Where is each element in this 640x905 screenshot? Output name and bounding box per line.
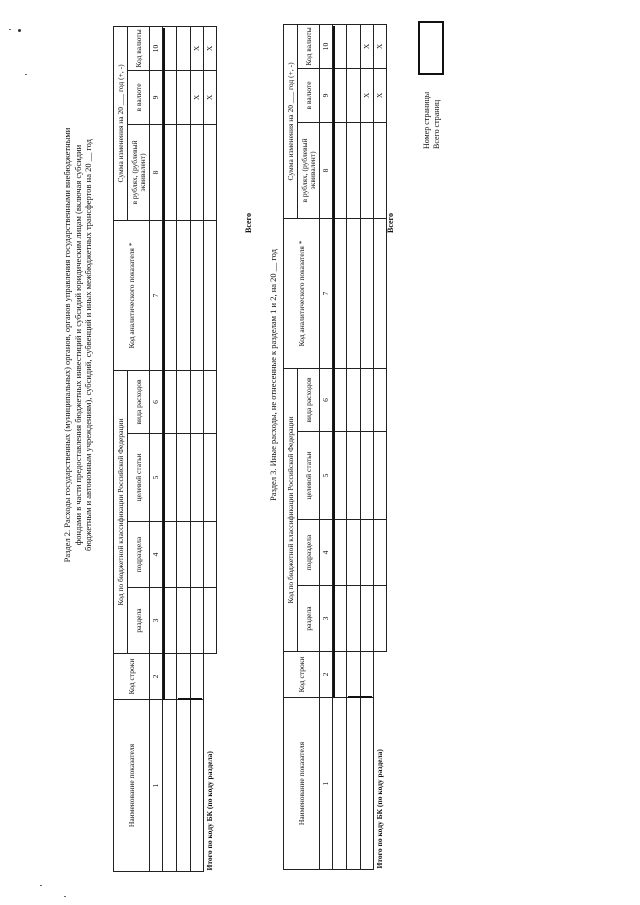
section3-title: Раздел 3. Иные расходы, не отнесенные к разделам 1 и 2, на 20 __ год bbox=[268, 249, 278, 501]
data-cell bbox=[204, 522, 217, 588]
col-header-razdela: раздела bbox=[128, 588, 150, 654]
data-cell bbox=[347, 432, 361, 520]
col-header-celevoy: целевой статьи bbox=[298, 432, 320, 520]
total-label: Всего bbox=[244, 213, 253, 233]
col-num: 2 bbox=[150, 654, 163, 700]
col-num: 10 bbox=[150, 26, 163, 70]
col-num: 7 bbox=[320, 218, 333, 368]
table-row bbox=[177, 26, 191, 871]
itogo-label: Итого по коду БК (по коду раздела) bbox=[205, 751, 215, 871]
data-cell bbox=[177, 70, 191, 124]
x-cell: X bbox=[204, 70, 217, 124]
data-cell bbox=[191, 522, 204, 588]
col-header-rub: в рублях, (рублевый эквивалент) bbox=[298, 122, 320, 218]
data-cell bbox=[191, 700, 204, 872]
col-header-razdela: раздела bbox=[298, 586, 320, 652]
data-cell bbox=[374, 218, 387, 368]
data-cell bbox=[204, 220, 217, 370]
col-num: 1 bbox=[150, 700, 163, 872]
data-cell bbox=[191, 124, 204, 220]
data-cell bbox=[204, 370, 217, 433]
page-number-label: Номер страницы bbox=[422, 91, 431, 149]
page-number-box bbox=[418, 21, 444, 75]
col-header-analytic-code: Код аналитического показателя * bbox=[114, 220, 150, 370]
data-cell bbox=[361, 218, 374, 368]
col-header-vida: вида расходов bbox=[298, 368, 320, 431]
x-cell: X bbox=[191, 70, 204, 124]
pages-total-label: Всего страниц bbox=[432, 99, 441, 149]
section2-title bbox=[62, 15, 94, 675]
x-cell: X bbox=[361, 68, 374, 122]
thick-rule bbox=[333, 26, 335, 698]
row-marker bbox=[178, 698, 202, 700]
data-cell bbox=[374, 586, 387, 652]
col-header-bk-code: Код по бюджетной классификации Российской Федерации bbox=[284, 368, 298, 651]
total-label: Всего bbox=[386, 213, 395, 233]
scan-speck bbox=[9, 29, 11, 30]
col-header-row-code: Код строки bbox=[114, 654, 150, 700]
col-header-rub: в рублях, (рублевый эквивалент) bbox=[128, 124, 150, 220]
data-cell bbox=[191, 434, 204, 522]
x-cell: X bbox=[204, 26, 217, 70]
data-cell bbox=[361, 520, 374, 586]
data-cell bbox=[361, 586, 374, 652]
data-cell bbox=[374, 368, 387, 431]
col-header-vida: вида расходов bbox=[128, 370, 150, 433]
data-cell bbox=[347, 652, 361, 698]
data-cell bbox=[177, 700, 191, 872]
col-num: 6 bbox=[150, 370, 163, 433]
data-cell bbox=[177, 124, 191, 220]
section2-table bbox=[113, 26, 217, 872]
col-num: 3 bbox=[150, 588, 163, 654]
section2-title-line: Раздел 2. Расходы государственных (муниципальных) органов, органов управления государственными внебюджетными bbox=[62, 127, 72, 563]
row-marker bbox=[348, 696, 372, 698]
scan-speck bbox=[25, 74, 27, 75]
data-cell bbox=[163, 700, 177, 872]
data-cell bbox=[347, 218, 361, 368]
col-num: 9 bbox=[150, 70, 163, 124]
col-num: 2 bbox=[320, 652, 333, 698]
col-header-row-code: Код строки bbox=[284, 652, 320, 698]
data-cell bbox=[347, 24, 361, 68]
col-num: 5 bbox=[150, 434, 163, 522]
x-cell: X bbox=[361, 24, 374, 68]
col-num: 8 bbox=[320, 122, 333, 218]
page-info bbox=[422, 92, 442, 149]
col-num: 6 bbox=[320, 368, 333, 431]
data-cell bbox=[204, 434, 217, 522]
col-num: 3 bbox=[320, 586, 333, 652]
data-cell bbox=[347, 586, 361, 652]
col-header-bk-code: Код по бюджетной классификации Российской Федерации bbox=[114, 370, 128, 653]
col-num: 1 bbox=[320, 698, 333, 870]
section3-table bbox=[283, 24, 387, 870]
col-header-name: Наименование показателя bbox=[284, 698, 320, 870]
table-row bbox=[347, 24, 361, 869]
data-cell bbox=[177, 370, 191, 433]
col-header-name: Наименование показателя bbox=[114, 700, 150, 872]
data-cell bbox=[177, 26, 191, 70]
col-header-change-sum: Сумма изменения на 20 ___ год (+, -) bbox=[284, 24, 298, 218]
col-header-val: в валюте bbox=[298, 68, 320, 122]
data-cell bbox=[191, 588, 204, 654]
data-cell bbox=[177, 588, 191, 654]
x-cell: X bbox=[191, 26, 204, 70]
col-num: 8 bbox=[150, 124, 163, 220]
scan-speck bbox=[18, 29, 21, 32]
data-cell bbox=[347, 520, 361, 586]
data-cell bbox=[361, 122, 374, 218]
data-cell bbox=[177, 220, 191, 370]
table-row bbox=[191, 26, 204, 871]
col-header-podrazdela: подраздела bbox=[128, 522, 150, 588]
col-num: 5 bbox=[320, 432, 333, 520]
col-header-val: в валюте bbox=[128, 70, 150, 124]
col-header-celevoy: целевой статьи bbox=[128, 434, 150, 522]
data-cell bbox=[191, 220, 204, 370]
scan-speck bbox=[64, 896, 66, 897]
data-cell bbox=[177, 654, 191, 700]
scan-speck bbox=[40, 885, 42, 886]
data-cell bbox=[177, 434, 191, 522]
col-num: 10 bbox=[320, 24, 333, 68]
data-cell bbox=[347, 122, 361, 218]
data-cell bbox=[191, 654, 204, 700]
x-cell: X bbox=[374, 68, 387, 122]
data-cell bbox=[204, 588, 217, 654]
data-cell bbox=[361, 652, 374, 698]
data-cell bbox=[204, 124, 217, 220]
data-cell bbox=[374, 520, 387, 586]
col-header-analytic-code: Код аналитического показателя * bbox=[284, 218, 320, 368]
section2-title-line: бюджетным и автономным учреждениям), субсидий, субвенций и иных межбюджетных трансфертов на 20 __ год bbox=[83, 139, 94, 551]
col-header-change-sum: Сумма изменения на 20 ___ год (+, -) bbox=[114, 26, 128, 220]
data-cell bbox=[191, 370, 204, 433]
col-num: 4 bbox=[320, 520, 333, 586]
itogo-row bbox=[374, 24, 387, 869]
data-cell bbox=[361, 698, 374, 870]
col-header-val-code: Код валюты bbox=[298, 24, 320, 68]
col-num: 7 bbox=[150, 220, 163, 370]
data-cell bbox=[347, 68, 361, 122]
section2-title-line: фондами в части предоставления бюджетных инвестиций и субсидий юридическим лицам (включая субсидии bbox=[72, 144, 83, 546]
col-header-val-code: Код валюты bbox=[128, 26, 150, 70]
x-cell: X bbox=[374, 24, 387, 68]
col-header-podrazdela: подраздела bbox=[298, 520, 320, 586]
data-cell bbox=[177, 522, 191, 588]
table-row bbox=[361, 24, 374, 869]
col-num: 9 bbox=[320, 68, 333, 122]
col-num: 4 bbox=[150, 522, 163, 588]
data-cell bbox=[347, 698, 361, 870]
data-cell bbox=[361, 368, 374, 431]
data-cell bbox=[347, 368, 361, 431]
itogo-row bbox=[204, 26, 217, 871]
data-cell bbox=[374, 122, 387, 218]
data-cell bbox=[374, 432, 387, 520]
itogo-label: Итого по коду БК (по коду раздела) bbox=[375, 749, 385, 869]
thick-rule bbox=[163, 28, 165, 700]
data-cell bbox=[361, 432, 374, 520]
data-cell bbox=[333, 698, 347, 870]
